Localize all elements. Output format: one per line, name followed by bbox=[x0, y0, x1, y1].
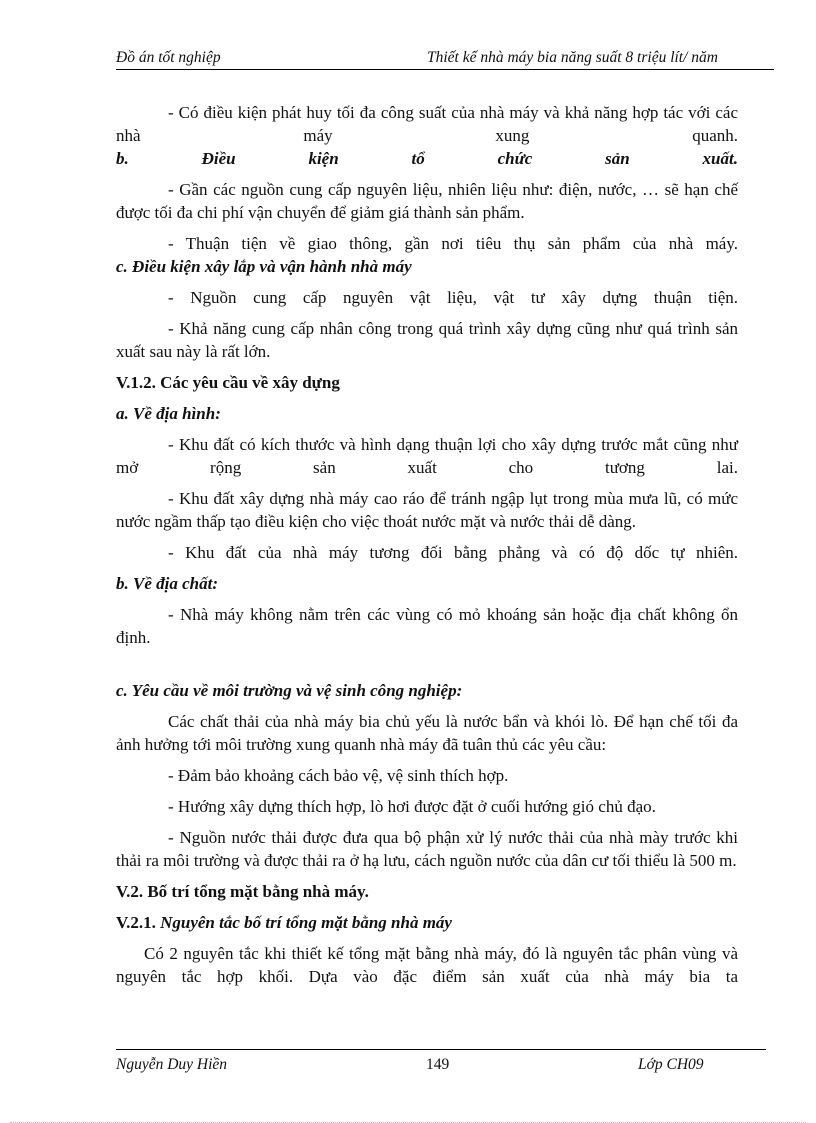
section-heading-b-geology: b. Về địa chất: bbox=[116, 574, 218, 593]
paragraph: - Thuận tiện về giao thông, gần nơi tiêu thụ sản phẩm của nhà máy. bbox=[168, 234, 738, 253]
paragraph: - Có điều kiện phát huy tối đa công suất của nhà máy và khả năng hợp tác với các nhà máy xung quanh. bbox=[116, 103, 738, 145]
section-heading-c-construction: c. Điều kiện xây lắp và vận hành nhà máy bbox=[116, 257, 412, 276]
section-heading-c-environment: c. Yêu cầu về môi trường và vệ sinh công nghiệp: bbox=[116, 681, 463, 700]
section-number-v21: V.2.1. bbox=[116, 913, 161, 932]
page-number: 149 bbox=[426, 1056, 450, 1073]
paragraph: - Khả năng cung cấp nhân công trong quá trình xây dựng cũng như quá trình sản xuất sau này là rất lớn. bbox=[116, 319, 738, 361]
paragraph: - Khu đất có kích thước và hình dạng thuận lợi cho xây dựng trước mắt cũng như mở rộng sản xuất cho tương lai. bbox=[116, 435, 738, 477]
document-body bbox=[116, 101, 738, 988]
paragraph: - Hướng xây dựng thích hợp, lò hơi được đặt ở cuối hướng gió chủ đạo. bbox=[168, 797, 656, 816]
paragraph: - Nguồn nước thải được đưa qua bộ phận xử lý nước thải của nhà mày trước khi thải ra môi trường và được thải ra ở hạ lưu, cách nguồn nước của dân cư tối thiểu là 500 m. bbox=[116, 828, 738, 870]
paragraph: - Gần các nguồn cung cấp nguyên liệu, nhiên liệu như: điện, nước, … sẽ hạn chế được tối đa chi phí vận chuyển để giảm giá thành sản phẩm. bbox=[116, 180, 738, 222]
header-left-title: Đồ án tốt nghiệp bbox=[116, 49, 221, 66]
paragraph: - Đảm bảo khoảng cách bảo vệ, vệ sinh thích hợp. bbox=[168, 766, 509, 785]
paragraph: - Khu đất xây dựng nhà máy cao ráo để tránh ngập lụt trong mùa mưa lũ, có mức nước ngầm thấp tạo điều kiện cho việc thoát nước mặt và nước thải dễ dàng. bbox=[116, 489, 738, 531]
section-heading-v2: V.2. Bố trí tổng mặt bằng nhà máy. bbox=[116, 882, 369, 901]
footer-author: Nguyễn Duy Hiền bbox=[116, 1056, 228, 1073]
paragraph: - Khu đất của nhà máy tương đối bằng phẳng và có độ dốc tự nhiên. bbox=[168, 543, 738, 562]
header-right-title: Thiết kế nhà máy bia năng suất 8 triệu lít/ năm bbox=[426, 49, 718, 66]
paragraph: Các chất thải của nhà máy bia chủ yếu là nước bẩn và khói lò. Để hạn chế tối đa ảnh hưởng tới môi trường xung quanh nhà máy đã tuân thủ các yêu cầu: bbox=[116, 712, 738, 754]
section-heading-a-terrain: a. Về địa hình: bbox=[116, 404, 221, 423]
section-title-v21: Nguyên tắc bố trí tổng mặt bằng nhà máy bbox=[160, 913, 452, 932]
page-header bbox=[116, 48, 774, 70]
page-footer bbox=[116, 1049, 766, 1073]
section-heading-v21 bbox=[116, 911, 738, 934]
section-heading-b-organization: b. Điều kiện tổ chức sản xuất. bbox=[116, 149, 738, 168]
paragraph: Có 2 nguyên tắc khi thiết kế tổng mặt bằng nhà máy, đó là nguyên tắc phân vùng và nguyên tắc hợp khối. Dựa vào đặc điểm sản xuất của nhà máy bia ta bbox=[116, 944, 738, 986]
paragraph: - Nguồn cung cấp nguyên vật liệu, vật tư xây dựng thuận tiện. bbox=[168, 288, 738, 307]
paragraph: - Nhà máy không nằm trên các vùng có mỏ khoáng sản hoặc địa chất không ổn định. bbox=[116, 605, 738, 647]
section-heading-v12: V.1.2. Các yêu cầu về xây dựng bbox=[116, 373, 340, 392]
footer-class: Lớp CH09 bbox=[638, 1056, 704, 1073]
